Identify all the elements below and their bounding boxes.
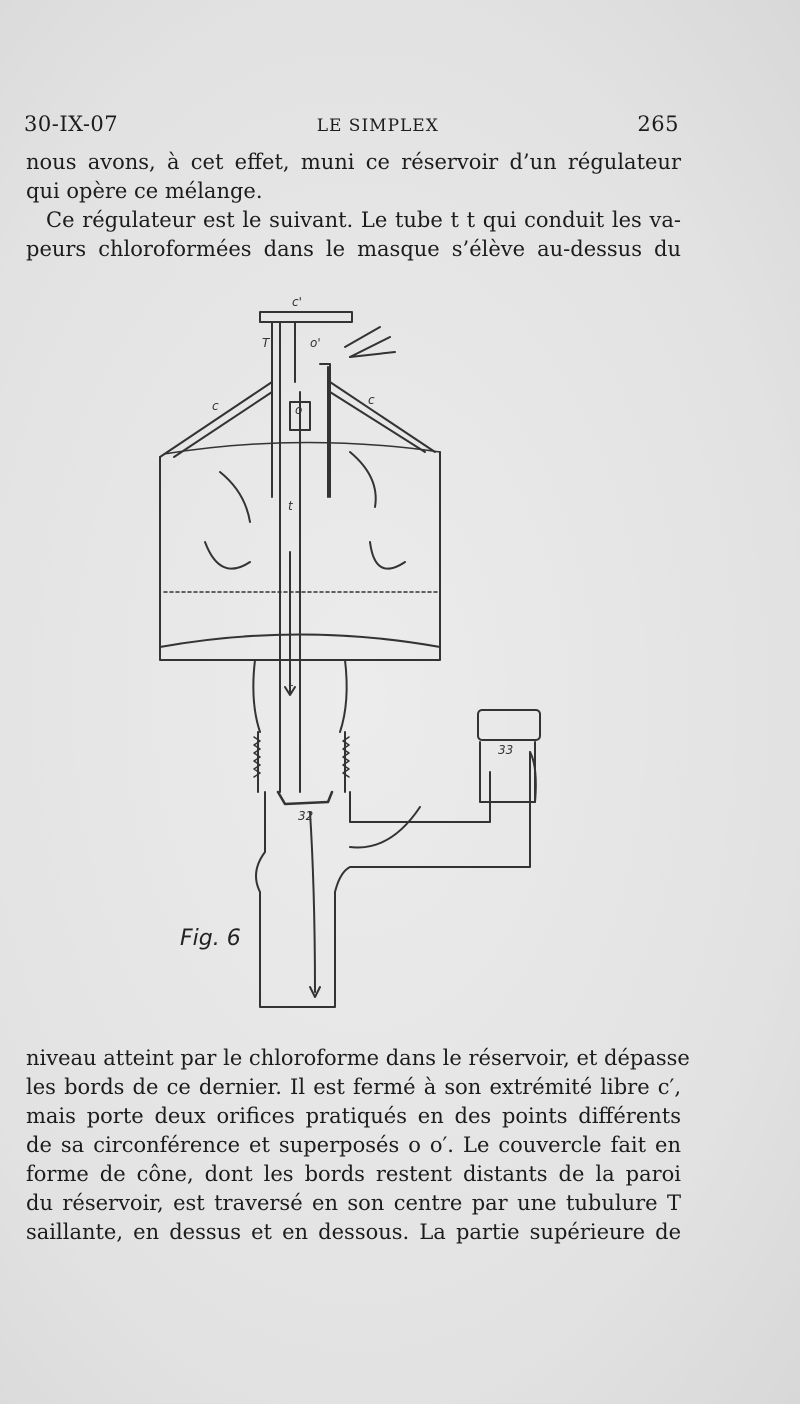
label-side-mark: 33: [498, 743, 514, 757]
date-header: 30-IX-07: [24, 112, 119, 136]
lower-body-left: [256, 752, 530, 1007]
label-c-prime: c': [292, 295, 302, 309]
text-line: mais porte deux orifices pratiqués en des points différents: [26, 1104, 681, 1128]
regulator-sketch: [150, 292, 570, 1012]
text-line: de sa circonférence et superposés o o′. Le couvercle fait en: [26, 1133, 681, 1157]
text-line: nous avons, à cet effet, muni ce réservoir d’un régulateur: [26, 150, 681, 174]
running-head: [24, 112, 679, 136]
text-line: du réservoir, est traversé en son centre par une tubulure T: [26, 1191, 681, 1215]
label-t-upper: t: [288, 499, 293, 513]
cap-plate: [260, 312, 352, 322]
chapter-title: LE SIMPLEX: [316, 116, 439, 136]
paragraph-top: [26, 148, 681, 264]
text-line: niveau atteint par le chloroforme dans le réservoir, et dépasse: [26, 1046, 690, 1070]
side-arm-top: [350, 772, 490, 822]
figure-regulator-drawing: [150, 292, 570, 1012]
page-number: 265: [637, 112, 679, 136]
label-c-left: c: [212, 399, 219, 413]
side-cup: [478, 710, 540, 740]
label-o: o: [295, 403, 303, 417]
lid-cone-left: [160, 382, 272, 457]
paragraph-bottom: [26, 1044, 690, 1247]
figure-caption: Fig. 6: [180, 926, 241, 951]
label-o-prime: o': [310, 336, 321, 350]
text-line: les bords de ce dernier. Il est fermé à son extrémité libre c′,: [26, 1075, 681, 1099]
label-T: T: [262, 336, 270, 350]
text-line: Ce régulateur est le suivant. Le tube t t qui conduit les va-: [46, 208, 681, 232]
text-line: qui opère ce mélange.: [26, 179, 263, 203]
lid-cone-right: [330, 382, 435, 452]
text-line: forme de cône, dont les bords restent distants de la paroi: [26, 1162, 681, 1186]
text-line: saillante, en dessus et en dessous. La partie supérieure de: [26, 1220, 681, 1244]
label-bottom-mark: 32: [298, 809, 314, 823]
label-t-lower: t: [288, 681, 293, 695]
text-line: peurs chloroformées dans le masque s’élève au-dessus du: [26, 237, 681, 261]
label-c-right: c: [368, 393, 375, 407]
